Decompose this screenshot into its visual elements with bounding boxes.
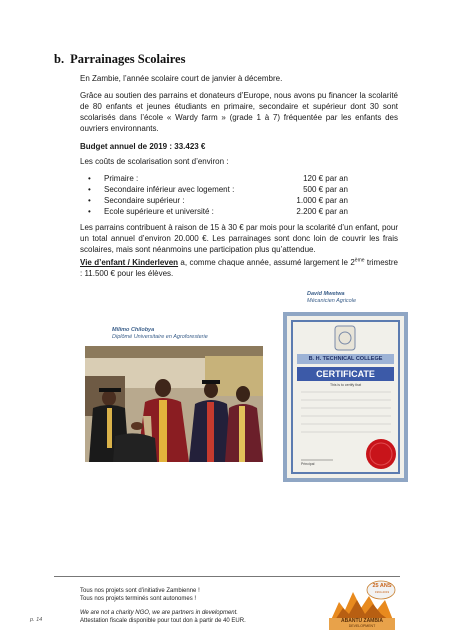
- certificate-college: B. H. TECHNICAL COLLEGE: [308, 356, 383, 362]
- cost-item: [80, 184, 348, 195]
- budget-line: Budget annuel de 2019 : 33.423 €: [80, 142, 206, 151]
- cost-label: Secondaire inférieur avec logement :: [104, 185, 235, 194]
- paragraph-sponsors: Grâce au soutien des parrains et donateurs d’Europe, nous avons pu financer la scolarité de 80 enfants et jeunes étudiants en primaire, secondaire et supérieur dont 30 sont scolarisés dans l’école « Wardy farm » (grade 1 à 7) fréquentée par les enfants des ouvriers environnants.: [80, 91, 398, 133]
- bullet-icon: •: [88, 196, 91, 205]
- cost-item: [80, 173, 348, 184]
- abantu-zambia-logo: [325, 580, 399, 632]
- photo2-role: Mécanicien Agricole: [307, 298, 357, 304]
- paragraph-kinderleven: [80, 257, 398, 279]
- logo-badge: 25 ANS: [372, 583, 392, 589]
- certificate-title: CERTIFICATE: [316, 369, 375, 379]
- photo1-name: Milimo Chilobya: [112, 327, 155, 333]
- certificate-photo: [283, 312, 408, 482]
- footer-line3: We are not a charity NGO, we are partners in development.: [80, 610, 238, 616]
- costs-intro: Les coûts de scolarisation sont d’environ :: [80, 157, 229, 166]
- page-number: p. 14: [30, 617, 43, 623]
- costs-list: [80, 173, 348, 217]
- kinderleven-name: Vie d’enfant / Kinderleven: [80, 258, 179, 267]
- cost-amount: 1.000 € par an: [296, 196, 348, 205]
- footer-line2: Tous nos projets terminés sont autonomes !: [80, 596, 197, 602]
- kinderleven-text: a, comme chaque année, assumé largement le 2: [178, 258, 355, 267]
- bullet-icon: •: [88, 207, 91, 216]
- photo1-caption: [112, 327, 208, 341]
- section-letter: b.: [54, 52, 65, 66]
- certificate-principal: Principal: [301, 462, 315, 466]
- section-title: Parrainages Scolaires: [70, 52, 186, 66]
- certificate-certify: This is to certify that: [329, 383, 362, 387]
- logo-years: 1994-2019: [374, 590, 390, 594]
- paragraph-intro: En Zambie, l’année scolaire court de janvier à décembre.: [80, 74, 283, 83]
- logo-name: ABANTU ZAMBIA: [341, 618, 383, 624]
- cost-amount: 2.200 € par an: [296, 207, 348, 216]
- photo2-name: David Mwetwa: [307, 291, 345, 297]
- photo1-role: Diplômé Universitaire en Agroforesterie: [112, 334, 208, 340]
- cost-item: [80, 206, 348, 217]
- photo2-caption: [307, 291, 356, 305]
- cost-amount: 500 € par an: [303, 185, 348, 194]
- cost-amount: 120 € par an: [303, 174, 348, 183]
- footer-divider: [54, 576, 400, 577]
- paragraph-contribution: Les parrains contribuent à raison de 15 à 30 € par mois pour la scolarité d’un enfant, pour un total annuel d’environ 20.000 €. Les parrainages sont donc loin de couvrir les frais scolaires, mais sont néanmoins une participation plus qu’attendue.: [80, 223, 398, 254]
- bullet-icon: •: [88, 174, 91, 183]
- cost-label: Ecole supérieure et université :: [104, 207, 214, 216]
- bullet-icon: •: [88, 185, 91, 194]
- graduation-photo: [85, 346, 263, 462]
- cost-label: Secondaire supérieur :: [104, 196, 185, 205]
- kinderleven-end: trimestre : 11.500 € pour les élèves.: [80, 258, 399, 278]
- ordinal-suffix: ème: [354, 257, 365, 264]
- cost-label: Primaire :: [104, 174, 139, 183]
- footer-line4: Attestation fiscale disponible pour tout don à partir de 40 EUR.: [80, 618, 246, 624]
- section-heading: [54, 52, 185, 67]
- footer-line1: Tous nos projets sont d’initiative Zambienne !: [80, 588, 200, 594]
- logo-sub: DEVELOPMENT: [348, 624, 376, 628]
- cost-item: [80, 195, 348, 206]
